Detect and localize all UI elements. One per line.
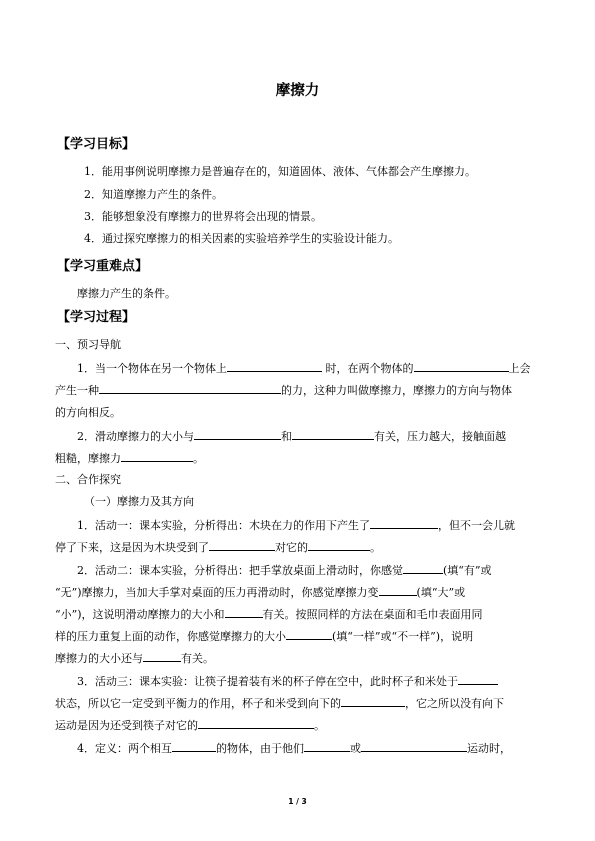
- fill-blank[interactable]: [209, 539, 275, 551]
- fill-blank[interactable]: [379, 584, 417, 596]
- fill-blank[interactable]: [225, 606, 263, 618]
- fill-blank[interactable]: [292, 428, 374, 440]
- fill-blank[interactable]: [403, 562, 443, 574]
- part2-subheading: （一）摩擦力及其方向: [84, 495, 194, 508]
- activity-2-line4: 样的压力重复上面的动作，你感觉摩擦力的大小 (填“一样”或“不一样”)，说明: [55, 630, 474, 643]
- activity-1-line2: 停了下来，这是因为木块受到了 对它的 。: [55, 541, 381, 554]
- fill-blank[interactable]: [99, 382, 281, 394]
- fill-blank[interactable]: [143, 650, 181, 662]
- part1-heading: 一、预习导航: [55, 338, 121, 351]
- goal-item: 1．能用事例说明摩擦力是普遍存在的，知道固体、液体、气体都会产生摩擦力。: [84, 165, 476, 178]
- activity-2-line2: “无”)摩擦力，当加大手掌对桌面的压力再滑动时，你感觉摩擦力变 (填“大”或: [55, 586, 466, 599]
- fill-blank[interactable]: [172, 740, 216, 752]
- section-goals-heading: 【学习目标】: [57, 137, 136, 152]
- fill-blank[interactable]: [194, 428, 281, 440]
- preview-question-2-line1: 2．滑动摩擦力的大小与 和 有关，压力越大，接触面越: [77, 430, 506, 443]
- fill-blank[interactable]: [286, 628, 332, 640]
- fill-blank[interactable]: [414, 360, 509, 372]
- preview-question-1-line1: 1．当一个物体在另一个物体上 时，在两个物体的 上会: [77, 362, 531, 375]
- section-process-heading: 【学习过程】: [57, 310, 136, 325]
- activity-3-line1: 3．活动三：课本实验：让筷子提着装有米的杯子停在空中，此时杯子和米处于: [77, 673, 567, 690]
- section-keypoints-heading: 【学习重难点】: [57, 259, 149, 274]
- activity-3-line3: 运动是因为还受到筷子对它的 。: [55, 719, 325, 732]
- goal-item: 2．知道摩擦力产生的条件。: [84, 188, 223, 201]
- fill-blank[interactable]: [361, 740, 467, 752]
- activity-2-line3: “小”)，这说明滑动摩擦力的大小和 有关。按照同样的方法在桌面和毛巾表面用同: [55, 608, 483, 621]
- activity-2-line1: 2．活动二：课本实验，分析得出：把手掌放桌面上滑动时，你感觉 (填“有”或: [77, 564, 492, 577]
- activity-1-line1: 1．活动一：课本实验，分析得出：木块在力的作用下产生了 ，但不一会儿就: [77, 519, 515, 532]
- preview-question-1-line3: 的方向相反。: [55, 406, 121, 419]
- goal-item: 4．通过探究摩擦力的相关因素的实验培养学生的实验设计能力。: [84, 232, 399, 245]
- keypoint-text: 摩擦力产生的条件。: [77, 287, 176, 300]
- fill-blank[interactable]: [341, 695, 405, 707]
- preview-question-2-line2: 粗糙，摩擦力 。: [55, 452, 204, 465]
- fill-blank[interactable]: [458, 673, 498, 685]
- fill-blank[interactable]: [370, 517, 438, 529]
- fill-blank[interactable]: [121, 450, 193, 462]
- preview-question-1-line2: 产生一种 的力，这种力叫做摩擦力，摩擦力的方向与物体: [55, 384, 512, 397]
- fill-blank[interactable]: [227, 360, 322, 372]
- definition-line1: 4．定义：两个相互 的物体，由于他们 或 运动时，: [77, 742, 511, 755]
- activity-2-line5: 摩擦力的大小还与 有关。: [55, 652, 214, 665]
- page-title: 摩擦力: [275, 83, 320, 99]
- goal-item: 3．能够想象没有摩擦力的世界将会出现的情景。: [84, 210, 322, 223]
- part2-heading: 二、合作探究: [55, 473, 121, 486]
- activity-3-line2: 状态，所以它一定受到平衡力的作用，杯子和米受到向下的 ，它之所以没有向下: [55, 697, 504, 710]
- page-number: 1 / 3: [288, 797, 307, 806]
- fill-blank[interactable]: [308, 539, 370, 551]
- fill-blank[interactable]: [304, 740, 350, 752]
- fill-blank[interactable]: [198, 717, 314, 729]
